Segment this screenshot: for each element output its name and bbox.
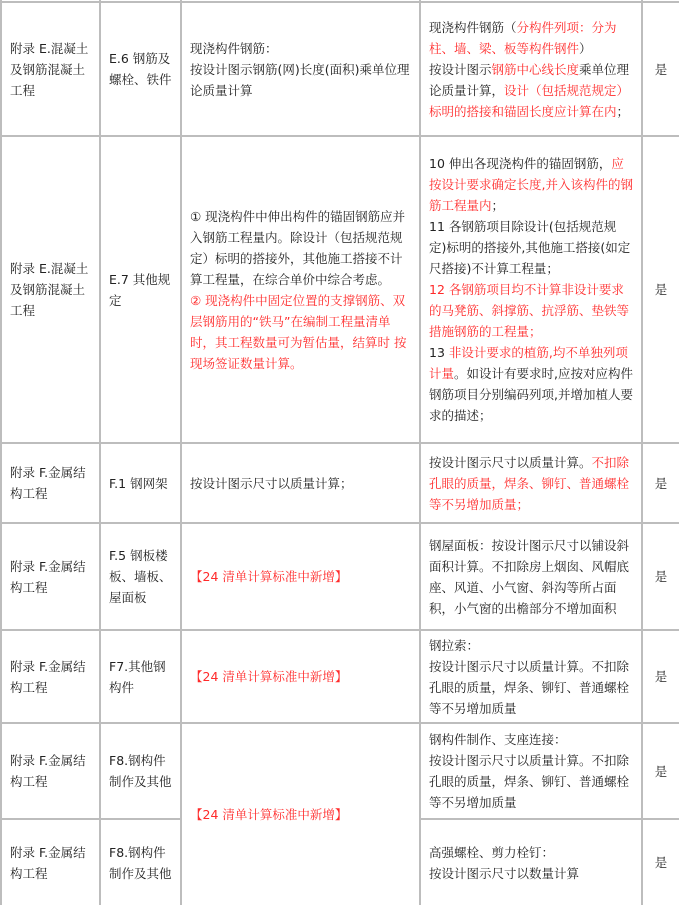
highlighted-text: 12 各钢筋项目均不计算非设计要求的马凳筋、斜撑筋、抗浮筋、垫铁等措施钢筋的工程量；: [429, 282, 630, 339]
cell-new-rule: [421, 524, 641, 629]
table-border: [0, 1, 679, 3]
changed-flag: 是: [654, 855, 668, 870]
row-divider: [419, 818, 679, 820]
old-rule-text: [190, 206, 411, 374]
cell-appendix: [2, 444, 99, 522]
cell-changed: [643, 3, 679, 135]
appendix-text: 附录 F.金属结构工程: [10, 558, 86, 595]
text-segment: 钢屋面板：按设计图示尺寸以铺设斜面积计算。不扣除房上烟囱、风帽底座、风道、小气窗、斜沟等所占面积，小气窗的出檐部分不增加面积: [429, 537, 630, 616]
row-divider: [0, 135, 679, 137]
item-text: F8.钢构件制作及其他: [109, 753, 172, 789]
new-rule-text: [429, 452, 633, 515]
item-text: F8.钢构件制作及其他: [109, 844, 172, 881]
cell-changed: [643, 137, 679, 442]
cell-item: [101, 3, 180, 135]
new-rule-text: [429, 535, 633, 619]
highlighted-text: ② 现浇构件中固定位置的支撑钢筋、双层钢筋用的“铁马”在编制工程量清单时，其工程数量可为暂估量，结算时 按现场签证数量计算。: [190, 292, 407, 371]
table-border: [0, 0, 2, 905]
appendix-text: 附录 F.金属结构工程: [10, 465, 86, 501]
item-text: E.6 钢筋及螺栓、铁件: [109, 51, 172, 87]
appendix-text: 附录 E.混凝土及钢筋混凝土工程: [10, 261, 89, 318]
highlighted-text: 设计（包括规范规定）标明的搭接和锚固长度应计算在内: [429, 82, 630, 119]
cell-changed: [643, 524, 679, 629]
appendix-text: 附录 E.混凝土及钢筋混凝土工程: [10, 40, 89, 98]
changed-flag: 是: [654, 669, 668, 684]
highlighted-text: 应按设计要求确定长度,并入该构件的钢筋工程量内: [429, 156, 633, 213]
text-segment: 钢拉索：: [429, 637, 480, 653]
cell-old-rule-merged: [182, 724, 419, 905]
changed-flag: 是: [654, 61, 668, 77]
cell-changed: [643, 724, 679, 818]
cell-item: [101, 524, 180, 629]
highlighted-text: 不扣除孔眼的质量，焊条、铆钉、普通螺栓等不另增加质量；: [429, 454, 630, 512]
text-segment: ）: [579, 40, 592, 56]
text-segment: 。如设计有要求时,应按对应构件钢筋项目分别编码列项,并增加植人要求的描述；: [429, 366, 633, 423]
old-rule-text: [190, 666, 411, 687]
cell-old-rule: [182, 3, 419, 135]
highlighted-text: 【24 清单计算标准中新增】: [190, 807, 348, 822]
cell-old-rule: [182, 137, 419, 442]
highlighted-text: 分构件列项：分为柱、墙、梁、板等构件钢件: [429, 19, 617, 56]
text-segment: ；: [616, 103, 630, 119]
row-divider: [0, 818, 181, 820]
old-rule-text: [190, 804, 411, 825]
cell-new-rule: [421, 3, 641, 135]
cell-item: [101, 444, 180, 522]
appendix-text: 附录 F.金属结构工程: [10, 658, 86, 695]
cell-changed: [643, 820, 679, 905]
highlighted-text: 钢筋中心线长度: [491, 61, 580, 77]
text-segment: 10 伸出各现浇构件的锚固钢筋，: [429, 156, 612, 171]
column-divider: [180, 0, 182, 905]
item-text: F7.其他钢构件: [109, 658, 166, 695]
cell-appendix: [2, 631, 99, 722]
text-segment: 按设计图示钢筋(网)长度(面积)乘单位理论质量计算: [190, 61, 410, 98]
cell-new-rule: [421, 137, 641, 442]
cell-appendix: [2, 724, 99, 818]
text-segment: 按设计图示尺寸以质量计算。不扣除孔眼的质量，焊条、铆钉、普通螺栓等不另增加质量: [429, 658, 630, 716]
new-rule-text: [429, 729, 633, 813]
row-divider: [0, 522, 679, 524]
text-segment: 11 各钢筋项目除设计(包括规范规定)标明的搭接外,其他施工搭接(如定尺搭接)不计算工程量；: [429, 219, 631, 276]
cell-new-rule: [421, 631, 641, 722]
text-segment: ① 现浇构件中伸出构件的锚固钢筋应并入钢筋工程量内。除设计（包括规范规定）标明的搭接外，其他施工搭接不计算工程量，在综合单价中综合考虑。: [190, 208, 406, 287]
cell-item: [101, 631, 180, 722]
changed-flag: 是: [654, 282, 668, 297]
changed-flag: 是: [654, 569, 668, 584]
text-segment: 按设计图示: [429, 61, 492, 77]
text-segment: 按设计图示尺寸以质量计算。不扣除孔眼的质量，焊条、铆钉、普通螺栓等不另增加质量: [429, 753, 630, 810]
cell-appendix: [2, 524, 99, 629]
cell-new-rule: [421, 444, 641, 522]
text-segment: 按设计图示尺寸以数量计算: [429, 865, 580, 881]
highlighted-text: 【24 清单计算标准中新增】: [190, 669, 348, 684]
new-rule-text: [429, 153, 633, 426]
cell-changed: [643, 631, 679, 722]
cell-old-rule: [182, 524, 419, 629]
text-segment: 按设计图示尺寸以质量计算。: [429, 454, 592, 470]
text-segment: 高强螺栓、剪力栓钉：: [429, 844, 555, 860]
changed-flag: 是: [654, 475, 668, 491]
cell-new-rule: [421, 820, 641, 905]
cell-item: [101, 724, 180, 818]
text-segment: 现浇构件钢筋（: [429, 19, 517, 35]
row-divider: [0, 442, 679, 444]
old-rule-text: [190, 566, 411, 587]
cell-appendix: [2, 820, 99, 905]
column-divider: [99, 0, 101, 905]
item-text: E.7 其他规定: [109, 271, 171, 308]
text-segment: 乘单位理论质量计算，: [429, 61, 630, 98]
new-rule-text: [429, 635, 633, 719]
cell-old-rule: [182, 631, 419, 722]
cell-appendix: [2, 3, 99, 135]
text-segment: 现浇构件钢筋：: [190, 40, 278, 56]
text-segment: ；: [491, 198, 505, 213]
old-rule-text: [190, 473, 411, 494]
column-divider: [419, 0, 421, 905]
text-segment: 按设计图示尺寸以质量计算；: [190, 475, 353, 491]
cell-old-rule: [182, 444, 419, 522]
old-rule-text: [190, 38, 411, 101]
cell-appendix: [2, 137, 99, 442]
cell-item: [101, 820, 180, 905]
text-segment: 钢构件制作、支座连接：: [429, 732, 567, 747]
cell-new-rule: [421, 724, 641, 818]
cell-changed: [643, 444, 679, 522]
new-rule-text: [429, 17, 633, 122]
row-divider: [0, 629, 679, 631]
column-divider: [641, 0, 643, 905]
row-divider: [0, 722, 679, 724]
text-segment: 13: [429, 345, 449, 360]
appendix-text: 附录 F.金属结构工程: [10, 844, 86, 881]
item-text: F.5 钢板楼板、墙板、屋面板: [109, 548, 172, 605]
cell-item: [101, 137, 180, 442]
highlighted-text: 非设计要求的植筋,均不单独列项计量: [429, 345, 628, 381]
appendix-text: 附录 F.金属结构工程: [10, 753, 86, 789]
changed-flag: 是: [654, 763, 668, 779]
item-text: F.1 钢网架: [109, 475, 168, 491]
highlighted-text: 【24 清单计算标准中新增】: [190, 569, 348, 584]
new-rule-text: [429, 842, 633, 884]
